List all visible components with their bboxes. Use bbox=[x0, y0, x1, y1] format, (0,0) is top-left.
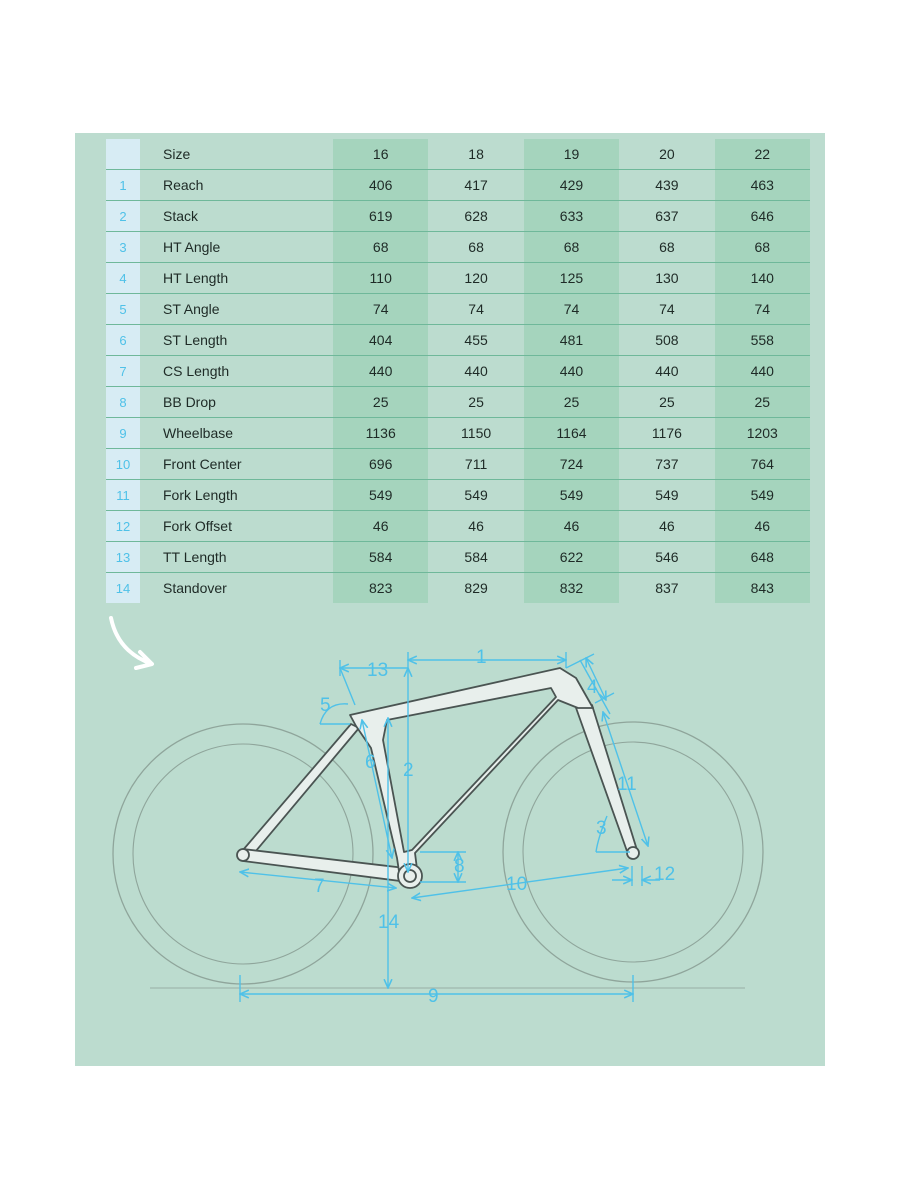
table-row bbox=[106, 325, 810, 356]
row-label-cell: CS Length bbox=[140, 356, 333, 387]
value-cell: 549 bbox=[619, 480, 714, 511]
bike-geometry-diagram bbox=[75, 600, 825, 1010]
value-cell: 637 bbox=[619, 201, 714, 232]
value-cell: 584 bbox=[333, 542, 428, 573]
value-cell: 633 bbox=[524, 201, 619, 232]
value-cell: 584 bbox=[428, 542, 523, 573]
size-header-cell: 16 bbox=[333, 139, 428, 170]
value-cell: 1136 bbox=[333, 418, 428, 449]
value-cell: 558 bbox=[715, 325, 810, 356]
value-cell: 110 bbox=[333, 263, 428, 294]
value-cell: 46 bbox=[715, 511, 810, 542]
table-row bbox=[106, 573, 810, 604]
row-label-cell: Reach bbox=[140, 170, 333, 201]
row-index-cell: 12 bbox=[106, 511, 140, 542]
value-cell: 455 bbox=[428, 325, 523, 356]
value-cell: 74 bbox=[428, 294, 523, 325]
value-cell: 68 bbox=[619, 232, 714, 263]
dim-label-2: 2 bbox=[403, 760, 414, 781]
value-cell: 25 bbox=[428, 387, 523, 418]
value-cell: 1150 bbox=[428, 418, 523, 449]
table-row bbox=[106, 294, 810, 325]
value-cell: 74 bbox=[333, 294, 428, 325]
value-cell: 829 bbox=[464, 580, 488, 596]
row-index-cell: 14 bbox=[106, 573, 140, 604]
table-row bbox=[106, 170, 810, 201]
value-cell: 648 bbox=[715, 542, 810, 573]
value-cell: 463 bbox=[715, 170, 810, 201]
row-label-cell: TT Length bbox=[140, 542, 333, 573]
value-cell: 764 bbox=[715, 449, 810, 480]
value-cell: 440 bbox=[524, 356, 619, 387]
value-cell: 25 bbox=[619, 387, 714, 418]
dim-label-1: 1 bbox=[476, 647, 487, 668]
row-label-cell: HT Length bbox=[140, 263, 333, 294]
dim-label-5: 5 bbox=[320, 695, 331, 716]
dim-label-13: 13 bbox=[367, 660, 389, 681]
row-index-cell: 11 bbox=[106, 480, 140, 511]
value-cell: 417 bbox=[428, 170, 523, 201]
value-cell: 46 bbox=[333, 511, 428, 542]
geometry-table-body bbox=[106, 139, 810, 603]
value-cell: 74 bbox=[715, 294, 810, 325]
row-index-cell: 1 bbox=[106, 170, 140, 201]
value-cell: 628 bbox=[428, 201, 523, 232]
row-index-cell: 2 bbox=[106, 201, 140, 232]
table-row bbox=[106, 480, 810, 511]
row-index-cell: 7 bbox=[106, 356, 140, 387]
value-cell: 404 bbox=[333, 325, 428, 356]
value-cell: 68 bbox=[524, 232, 619, 263]
value-cell: 120 bbox=[428, 263, 523, 294]
value-cell: 1176 bbox=[619, 418, 714, 449]
dim-label-8: 8 bbox=[454, 856, 465, 877]
row-label-cell: Standover bbox=[163, 580, 227, 596]
index-cell-empty bbox=[106, 139, 140, 170]
table-row bbox=[106, 418, 810, 449]
dim-label-6: 6 bbox=[365, 752, 376, 773]
value-cell: 711 bbox=[428, 449, 523, 480]
value-cell: 843 bbox=[715, 573, 810, 604]
row-label-cell: Front Center bbox=[140, 449, 333, 480]
dim-label-11: 11 bbox=[617, 774, 637, 795]
table-row bbox=[106, 449, 810, 480]
table-row bbox=[106, 201, 810, 232]
value-cell: 440 bbox=[715, 356, 810, 387]
value-cell: 696 bbox=[333, 449, 428, 480]
value-cell: 646 bbox=[715, 201, 810, 232]
value-cell: 622 bbox=[524, 542, 619, 573]
pointer-arrow-icon bbox=[111, 618, 152, 668]
table-header-row bbox=[106, 139, 810, 170]
value-cell: 481 bbox=[524, 325, 619, 356]
value-cell: 1164 bbox=[524, 418, 619, 449]
row-label-cell: Stack bbox=[140, 201, 333, 232]
size-header-cell: 18 bbox=[428, 139, 523, 170]
value-cell: 406 bbox=[333, 170, 428, 201]
row-index-cell: 4 bbox=[106, 263, 140, 294]
value-cell: 25 bbox=[715, 387, 810, 418]
value-cell: 724 bbox=[524, 449, 619, 480]
row-index-cell: 9 bbox=[106, 418, 140, 449]
value-cell: 25 bbox=[524, 387, 619, 418]
row-label-cell: HT Angle bbox=[140, 232, 333, 263]
size-header-cell: 20 bbox=[619, 139, 714, 170]
value-cell: 68 bbox=[715, 232, 810, 263]
value-cell: 68 bbox=[333, 232, 428, 263]
value-cell: 74 bbox=[619, 294, 714, 325]
value-cell: 549 bbox=[333, 480, 428, 511]
value-cell: 25 bbox=[333, 387, 428, 418]
value-cell: 74 bbox=[524, 294, 619, 325]
value-cell: 546 bbox=[619, 542, 714, 573]
value-cell: 440 bbox=[333, 356, 428, 387]
row-index-cell: 3 bbox=[106, 232, 140, 263]
dim-label-3: 3 bbox=[596, 818, 607, 839]
value-cell: 440 bbox=[619, 356, 714, 387]
value-cell: 823 bbox=[333, 573, 428, 604]
bike-frame bbox=[237, 668, 639, 888]
value-cell: 439 bbox=[619, 170, 714, 201]
row-label-cell: BB Drop bbox=[140, 387, 333, 418]
value-cell: 619 bbox=[333, 201, 428, 232]
header-label-cell: Size bbox=[140, 139, 333, 170]
dim-label-4: 4 bbox=[587, 677, 598, 698]
value-cell: 68 bbox=[428, 232, 523, 263]
row-index-cell: 10 bbox=[106, 449, 140, 480]
row-label-cell: ST Angle bbox=[140, 294, 333, 325]
row-label-cell: ST Length bbox=[140, 325, 333, 356]
dim-label-12: 12 bbox=[654, 864, 676, 885]
value-cell: 549 bbox=[428, 480, 523, 511]
dim-label-7: 7 bbox=[314, 876, 325, 897]
table-row bbox=[106, 511, 810, 542]
value-cell: 130 bbox=[619, 263, 714, 294]
value-cell: 46 bbox=[524, 511, 619, 542]
table-row bbox=[106, 232, 810, 263]
row-label-cell: Fork Length bbox=[140, 480, 333, 511]
row-label-cell: Wheelbase bbox=[140, 418, 333, 449]
row-label-cell: Fork Offset bbox=[140, 511, 333, 542]
value-cell: 125 bbox=[524, 263, 619, 294]
table-row bbox=[106, 263, 810, 294]
value-cell: 508 bbox=[619, 325, 714, 356]
value-cell: 429 bbox=[524, 170, 619, 201]
dim-label-9: 9 bbox=[428, 986, 439, 1007]
table-row bbox=[106, 387, 810, 418]
value-cell: 737 bbox=[619, 449, 714, 480]
table-row bbox=[106, 356, 810, 387]
value-cell: 440 bbox=[428, 356, 523, 387]
value-cell: 46 bbox=[619, 511, 714, 542]
size-header-cell: 22 bbox=[715, 139, 810, 170]
value-cell: 549 bbox=[715, 480, 810, 511]
row-index-cell: 13 bbox=[106, 542, 140, 573]
size-header-cell: 19 bbox=[524, 139, 619, 170]
value-cell: 837 bbox=[655, 580, 679, 596]
row-index-cell: 8 bbox=[106, 387, 140, 418]
value-cell: 46 bbox=[428, 511, 523, 542]
value-cell: 832 bbox=[524, 573, 619, 604]
value-cell: 1203 bbox=[715, 418, 810, 449]
row-index-cell: 6 bbox=[106, 325, 140, 356]
value-cell: 549 bbox=[524, 480, 619, 511]
geometry-table bbox=[106, 139, 810, 603]
table-row bbox=[106, 542, 810, 573]
value-cell: 140 bbox=[715, 263, 810, 294]
dim-label-14: 14 bbox=[378, 912, 400, 933]
row-index-cell: 5 bbox=[106, 294, 140, 325]
dim-label-10: 10 bbox=[506, 874, 528, 895]
